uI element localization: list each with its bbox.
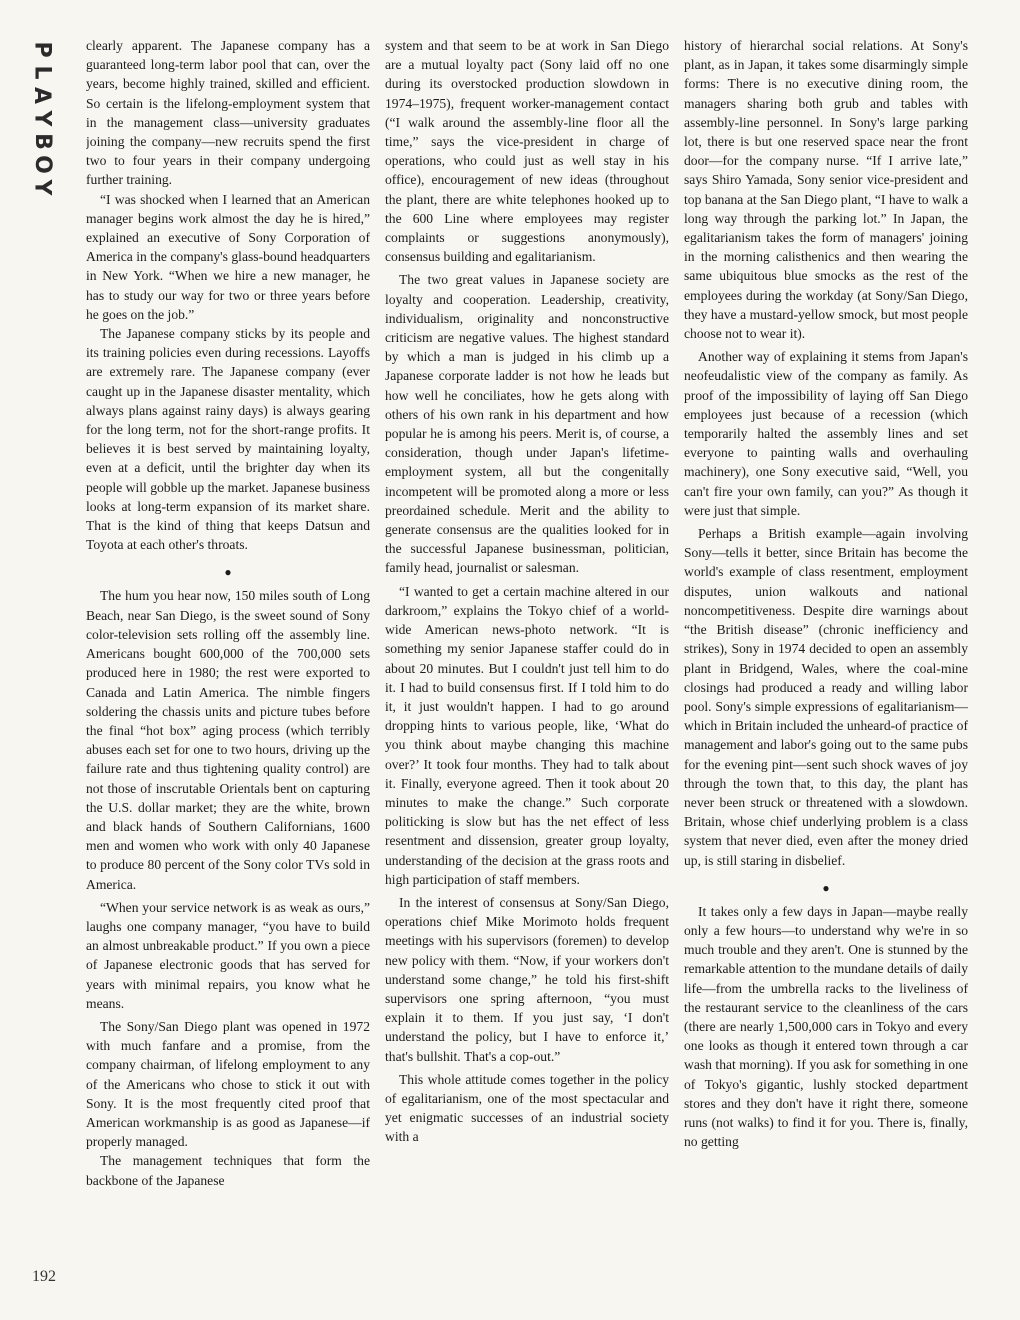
paragraph: The Japanese company sticks by its people and its training policies even during recessions. Layoffs are extremely rare. The Japanese company (ever caught up in the Japanese disaster mentality, which always plans against rainy days) is always gearing for the long term, not for the short-range profits. It believes it is best served by maintaining loyalty, even at a deficit, until the brighter day when its people will gobble up the market. Japanese business looks at long-term expansion of its market share. That is the kind of thing that keeps Datsun and Toyota at each other's throats. bbox=[86, 326, 370, 553]
paragraph: This whole attitude comes together in the policy of egalitarianism, one of the most spectacular and yet enigmatic successes of an industrial society with a bbox=[385, 1071, 669, 1145]
section-separator: ● bbox=[224, 565, 232, 580]
paragraph: history of hierarchal social relations. At Sony's plant, as in Japan, it takes some disarmingly simple forms: There is no executive dining room, the managers sharing both grub and tables with assembly-line personnel. In Sony's large parking lot, there is but one reserved space near the front door—for the company nurse. “If I arrive late,” says Shiro Yamada, Sony senior vice-president and top banana at the San Diego plant, “I have to walk a long way through the parking lot.” In Japan, the egalitarianism takes the form of managers' joining in the morning calisthenics and then wearing the same ubiquitous blue smocks as the rest of the employees during the workday (at Sony/San Diego, they have a mustard-yellow smock, but most people choose not to wear it). bbox=[684, 38, 968, 342]
masthead-letter: B bbox=[29, 133, 55, 150]
text-column-1 bbox=[86, 36, 370, 1308]
page-number: 192 bbox=[32, 1268, 56, 1285]
masthead-letter: Y bbox=[29, 110, 55, 127]
paragraph: system and that seem to be at work in San Diego are a mutual loyalty pact (Sony laid off no one during its overstocked production slowdown in 1974–1975), frequent worker-management contact (“I walk around the assembly-line floor all the time,” says the vice-president in charge of operations, who could just as well stay in his office), encouragement of new ideas (throughout the plant, there are white telephones hooked up to the 600 Line where employees may register complaints or suggestions anonymously), consensus building and egalitarianism. bbox=[385, 38, 669, 265]
paragraph: “I was shocked when I learned that an American manager begins work almost the day he is hired,” explained an executive of Sony Corporation of America in the company's glass-bound headquarters in New York. “When we hire a new manager, he has to study our way for two or three years before he goes on the job.” bbox=[86, 191, 370, 322]
masthead-letter: O bbox=[29, 155, 55, 174]
paragraph: Another way of explaining it stems from Japan's neofeudalistic view of the company as family. As proof of the impossibility of laying off San Diego employees just because of a recession (which temporarily halted the assembly lines and set everyone to painting walls and overhauling machinery), one Sony executive said, “Well, you can't fire your own family, can you?” As though it were just that simple. bbox=[684, 349, 968, 518]
paragraph: In the interest of consensus at Sony/San Diego, operations chief Mike Morimoto holds frequent meetings with his supervisors (foremen) to develop new policy with them. “Now, if your workers don't understand some change,” he told his first-shift supervisors one spring afternoon, “you must explain it to them. If you just say, ‘I don't understand the policy, but I have to enforce it,’ that's bullshit. That's a cop-out.” bbox=[385, 894, 669, 1064]
paragraph: The Sony/San Diego plant was opened in 1972 with much fanfare and a promise, from the company chairman, of lifelong employment to any of the Americans who chose to stick it out with Sony. It is the most frequently cited proof that American workmanship is as good as Japanese—if properly managed. bbox=[86, 1018, 370, 1150]
text-column-2 bbox=[385, 36, 669, 1308]
paragraph: The hum you hear now, 150 miles south of Long Beach, near San Diego, is the sweet sound of Sony color-television sets rolling off the assembly line. Americans bought 600,000 of the 700,000 sets produced here in 1980; the rest were exported to Canada and Latin America. The nimble fingers soldering the chassis units and picture tubes before the final “hot box” aging process (which terribly abuses each set for one to two hours, driving up the failure rate and thus tightening quality control) are not those of inscrutable Orientals bent on capturing the U.S. dollar market; they are the white, brown and black hands of Southern Californians, 1600 men and women who work with only 40 Japanese to produce 80 percent of the Sony color TVs sold in America. bbox=[86, 588, 370, 892]
paragraph: “When your service network is as weak as ours,” laughs one company manager, “you have to build an almost unbreakable product.” If you own a piece of Japanese electronic goods that has served for years with minimal repairs, you know what he means. bbox=[86, 899, 370, 1011]
magazine-masthead bbox=[22, 38, 62, 199]
paragraph: The management techniques that form the backbone of the Japanese bbox=[86, 1153, 370, 1188]
paragraph: “I wanted to get a certain machine altered in our darkroom,” explains the Tokyo chief of a world-wide American news-photo network. “It is something my senior Japanese staffer could do in about 20 minutes. But I couldn't just tell him to do it. I had to build consensus first. If I told him to do it, it just wouldn't happen. I had to go around dropping hints to various people, like, ‘What do you think about maybe changing this machine over?’ It took four months. They had to talk about it. Finally, everyone agreed. Then it took about 20 minutes to make the change.” Such corporate politicking is slow but has the net effect of less resentment and dissension, greater group loyalty, understanding of the decision at the grass roots and high participation of staff members. bbox=[385, 583, 669, 887]
masthead-letter: A bbox=[29, 86, 55, 105]
masthead-letter: P bbox=[29, 41, 55, 58]
masthead-letter: Y bbox=[29, 179, 55, 196]
paragraph: Perhaps a British example—again involving Sony—tells it better, since Britain has become the world's example of class resentment, employment disputes, union walkouts and national noncompetitiveness. Despite dire warnings about “the British disease” (chronic inefficiency and strikes), Sony in 1974 decided to open an assembly plant in Bridgend, Wales, where the coal-mine closings had produced a ready and willing labor pool. Sony's simple expressions of egalitarianism—which in Britain included the unheard-of practice of management and labor's going out to the same pubs for the evening pint—sent such shock waves of joy through the town that, to this day, the plant has never been struck or threatened with a slowdown. Britain, whose chief underlying problem is a class system that never died, even after the money dried up, is still staring in disbelief. bbox=[684, 526, 968, 868]
masthead-letter: L bbox=[29, 65, 55, 80]
paragraph: clearly apparent. The Japanese company has a guaranteed long-term labor pool that can, over the years, become highly trained, skilled and efficient. So certain is the lifelong-employment system that in the management class—university graduates joining the company—new recruits spend the first two to four years in their company undergoing further training. bbox=[86, 38, 370, 188]
section-separator: ● bbox=[822, 880, 830, 895]
text-column-3 bbox=[684, 36, 968, 1308]
paragraph: The two great values in Japanese society are loyalty and cooperation. Leadership, creativity, individualism, originality and nonconstructive criticism are negative values. The highest standard by which a man is judged in his climb up a Japanese corporate ladder is not how he leads but how well he conciliates, how he gets along with others of his own rank in his department and how popular he is among his peers. Merit is, of course, a consideration, though under Japan's lifetime-employment system, all but the congenitally incompetent will be promoted along a more or less preordained schedule. Merit and the ability to generate consensus are the qualities looked for in the successful Japanese businessman, politician, family head, journalist or salesman. bbox=[385, 272, 669, 576]
paragraph: It takes only a few days in Japan—maybe really only a few hours—to understand why we're in so much trouble and they aren't. One is stunned by the remarkable attention to the mundane details of daily life—from the umbrella racks to the liveliness of the restaurant service to the cleanliness of the cars (there are nearly 1,500,000 cars in Tokyo and every one looks as though it entered town through a car wash that morning). If you ask for something in one of Tokyo's gigantic, lushly stocked department stores and they don't have it right there, someone runs (not walks) to find it for you. There is, finally, no getting bbox=[684, 903, 968, 1150]
